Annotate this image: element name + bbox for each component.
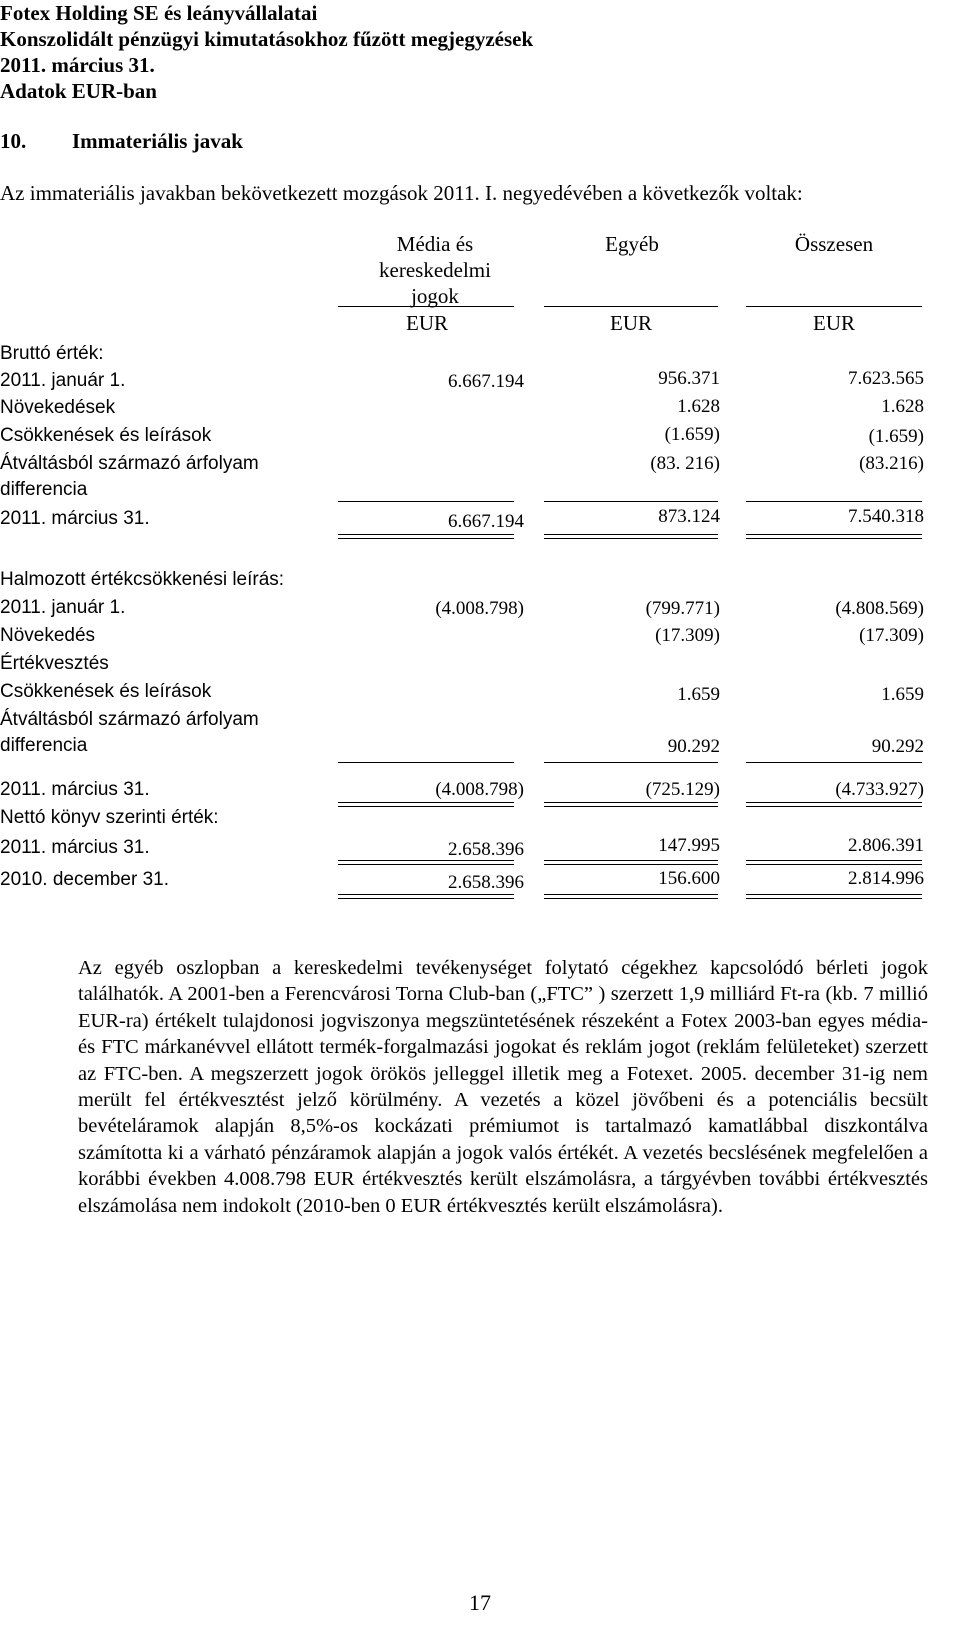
document-title: Konszolidált pénzügyi kimutatásokhoz fűzött megjegyzések	[0, 27, 534, 51]
row-label: differencia	[0, 735, 88, 756]
row-label: Csökkenések és leírások	[0, 681, 212, 702]
subtotal-line	[746, 501, 922, 502]
header-underline	[338, 306, 514, 307]
currency-note: Adatok EUR-ban	[0, 79, 157, 103]
cell-value: 90.292	[871, 736, 924, 757]
total-double-line	[544, 860, 718, 865]
cell-value: 1.628	[881, 396, 924, 417]
total-double-line	[746, 894, 922, 899]
total-double-line	[338, 860, 514, 865]
row-label: 2011. március 31.	[0, 779, 150, 800]
col-header-egyeb: Egyéb	[605, 232, 659, 256]
cell-value: (17.309)	[655, 625, 720, 646]
cell-value: 1.659	[677, 684, 720, 705]
row-label: Értékvesztés	[0, 653, 109, 674]
row-label: 2011. március 31.	[0, 508, 150, 529]
cell-value: (725.129)	[645, 779, 720, 800]
row-label: differencia	[0, 479, 88, 500]
header-underline	[746, 306, 922, 307]
row-label: Csökkenések és leírások	[0, 425, 212, 446]
row-label: Növekedés	[0, 625, 96, 646]
subtotal-line	[544, 501, 718, 502]
col-header-osszesen: Összesen	[794, 232, 874, 256]
section-number: 10.	[0, 129, 27, 153]
cell-value: (1.659)	[664, 424, 720, 445]
explanatory-paragraph: Az egyéb oszlopban a kereskedelmi tevékenységet folytató cégekhez kapcsolódó bérleti jogok találhatók. A 2001-ben a Ferencvárosi Torna Club-ban („FTC” ) szerzett 1,9 milliárd Ft-ra (kb. 7 millió EUR-ra) értékelt tulajdonosi jogviszonya megszüntetésének részeként a Fotex 2003-ban egyes média- és FTC márkanévvel ellátott termék-forgalmazási jogokat és reklám jogot (reklám felületeket) szerzett az FTC-ben. A megszerzett jogok örökös jelleggel illetik meg a Fotexet. 2005. december 31-ig nem merült fel értékvesztést jelző körülmény. A vezetés a közel jövőbeni és a potenciális becsült bevételáramok alapján 8,5%-os kockázati prémiumot is tartalmazó kamatlábbal diszkontálva számította ki a várható pénzáramok alapján a jogok valós értékét. A vezetés becslésének megfelelően a korábbi években 4.008.798 EUR értékvesztés került elszámolásra, a tárgyévben további értékvesztés elszámolása nem indokolt (2010-ben 0 EUR értékvesztés került elszámolásra).	[78, 957, 928, 1217]
total-double-line	[544, 534, 718, 539]
cell-value: (17.309)	[859, 625, 924, 646]
cell-value: 156.600	[658, 868, 720, 889]
cell-value: 2.814.996	[848, 868, 924, 889]
row-label: 2011. március 31.	[0, 837, 150, 858]
page-number: 17	[469, 1590, 491, 1615]
cell-value: 2.806.391	[848, 835, 924, 856]
cell-value: 1.628	[677, 396, 720, 417]
cell-value: (1.659)	[868, 426, 924, 447]
cell-value: 2.658.396	[448, 872, 524, 893]
cell-value: 7.540.318	[848, 506, 924, 527]
row-label: 2011. január 1.	[0, 597, 126, 618]
cell-value: 6.667.194	[448, 371, 524, 392]
row-label: Átváltásból származó árfolyam	[0, 453, 259, 474]
col-header-media-line3: jogok	[411, 284, 459, 308]
cell-value: (83. 216)	[650, 453, 720, 474]
amort-section-title: Halmozott értékcsökkenési leírás:	[0, 569, 285, 590]
unit-eur: EUR	[610, 311, 652, 335]
subtotal-line	[544, 762, 718, 763]
report-date: 2011. március 31.	[0, 53, 155, 77]
cell-value: 2.658.396	[448, 839, 524, 860]
subtotal-line	[338, 762, 514, 763]
col-header-media-line1: Média és	[396, 232, 474, 256]
total-double-line	[544, 894, 718, 899]
company-title: Fotex Holding SE és leányvállalatai	[0, 1, 318, 25]
unit-eur: EUR	[813, 311, 855, 335]
total-double-line	[746, 860, 922, 865]
cell-value: 147.995	[658, 835, 720, 856]
total-double-line	[338, 802, 514, 807]
cell-value: 6.667.194	[448, 511, 524, 532]
gross-section-title: Bruttó érték:	[0, 343, 104, 364]
total-double-line	[746, 802, 922, 807]
cell-value: 7.623.565	[848, 368, 924, 389]
subtotal-line	[338, 501, 514, 502]
cell-value: 90.292	[667, 736, 720, 757]
cell-value: 873.124	[658, 506, 720, 527]
cell-value: (4.008.798)	[435, 598, 524, 619]
cell-value: (83.216)	[859, 453, 924, 474]
col-header-media-line2: kereskedelmi	[379, 258, 491, 282]
unit-eur: EUR	[406, 311, 448, 335]
row-label: Átváltásból származó árfolyam	[0, 709, 259, 730]
cell-value: 1.659	[881, 684, 924, 705]
header-underline	[544, 306, 718, 307]
cell-value: (799.771)	[645, 598, 720, 619]
net-section-title: Nettó könyv szerinti érték:	[0, 807, 219, 828]
row-label: Növekedések	[0, 397, 116, 418]
total-double-line	[746, 534, 922, 539]
section-title: Immateriális javak	[72, 129, 243, 153]
subtotal-line	[746, 762, 922, 763]
cell-value: 956.371	[658, 368, 720, 389]
intro-text: Az immateriális javakban bekövetkezett mozgások 2011. I. negyedévében a következők voltak:	[0, 181, 803, 205]
total-double-line	[338, 534, 514, 539]
row-label: 2011. január 1.	[0, 370, 126, 391]
cell-value: (4.808.569)	[835, 598, 924, 619]
cell-value: (4.008.798)	[435, 779, 524, 800]
cell-value: (4.733.927)	[835, 779, 924, 800]
total-double-line	[338, 894, 514, 899]
total-double-line	[544, 802, 718, 807]
row-label: 2010. december 31.	[0, 869, 170, 890]
